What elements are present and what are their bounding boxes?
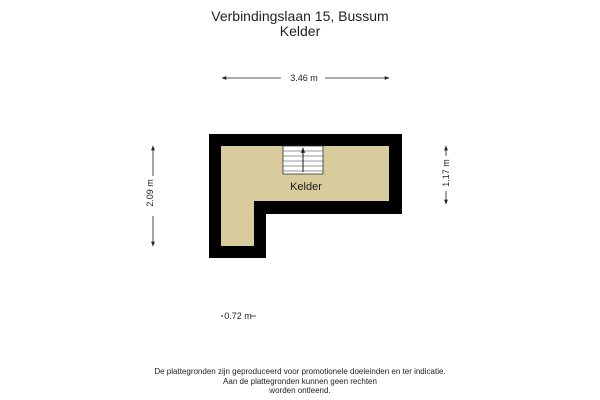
dimension-right-label: 1.17 m [441, 159, 451, 187]
staircase [283, 146, 323, 174]
dimension-bottom [221, 311, 256, 321]
room-label: Kelder [290, 181, 322, 193]
dimension-right [441, 146, 451, 204]
dimension-left-label: 2.09 m [145, 179, 155, 207]
dimension-top-label: 3.46 m [290, 73, 318, 83]
dimension-bottom-label: 0.72 m [224, 311, 252, 321]
dimension-top [222, 73, 389, 83]
dimension-left [145, 146, 155, 246]
disclaimer-line-1: De plattegronden zijn geproduceerd voor promotionele doeleinden en ter indicatie. [154, 367, 446, 376]
floor-title: Kelder [279, 23, 321, 39]
disclaimer-line-2: Aan de plattegronden kunnen geen rechten [223, 377, 377, 386]
address-title: Verbindingslaan 15, Bussum [211, 8, 389, 24]
disclaimer-line-3: worden ontleend. [269, 386, 331, 395]
